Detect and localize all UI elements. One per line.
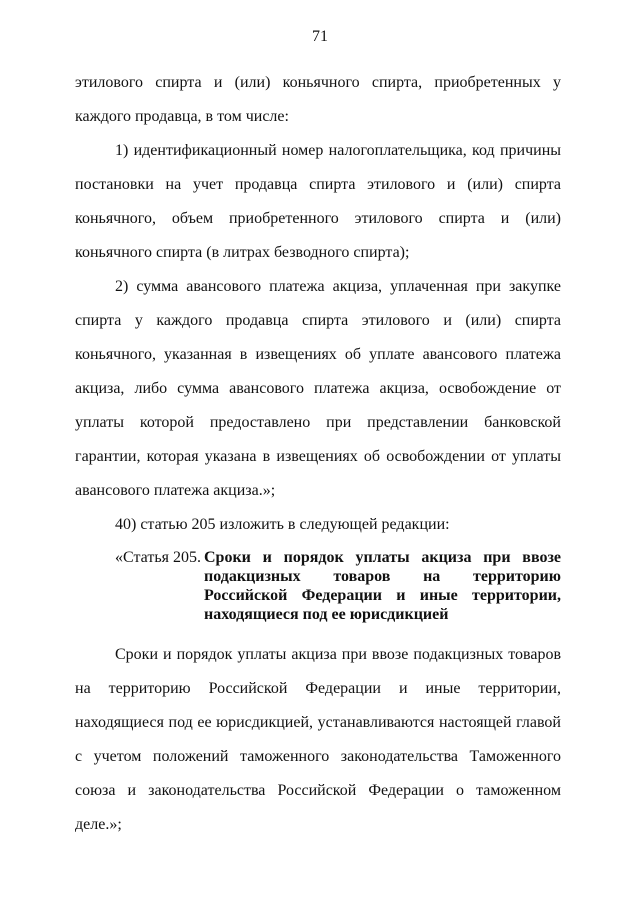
page-number: 71 [312, 28, 328, 45]
paragraph-article-text: Сроки и порядок уплаты акциза при ввозе подакцизных товаров на территорию Российской Федерации и иные территории, находящиеся под ее юрисдикцией, устанавливаются настоящей главой с учетом положений таможенного законодательства Таможенного союза и законодательства Российской Федерации о таможенном деле.»; [75, 646, 561, 833]
article-heading [115, 548, 561, 624]
document-body [75, 66, 561, 842]
paragraph-continuation: этилового спирта и (или) коньячного спирта, приобретенных у каждого продавца, в том числе: [75, 74, 561, 125]
paragraph-item-40: 40) статью 205 изложить в следующей редакции: [115, 516, 450, 533]
article-label: «Статья 205. [115, 549, 201, 566]
paragraph-item-1: 1) идентификационный номер налогоплательщика, код причины постановки на учет продавца спирта этилового и (или) спирта коньячного, объем приобретенного этилового спирта и (или) коньячного спирта (в литрах безводного спирта); [75, 142, 561, 261]
paragraph-item-2: 2) сумма авансового платежа акциза, уплаченная при закупке спирта у каждого продавца спирта этилового и (или) спирта коньячного, указанная в извещениях об уплате авансового платежа акциза, либо сумма авансового платежа акциза, освобождение от уплаты которой предоставлено при представлении банковской гарантии, которая указана в извещениях об освобождении от уплаты авансового платежа акциза.»; [75, 278, 561, 499]
article-title: Сроки и порядок уплаты акциза при ввозе подакцизных товаров на территорию Российской Федерации и иные территории, находящиеся под ее юрисдикцией [203, 549, 561, 623]
